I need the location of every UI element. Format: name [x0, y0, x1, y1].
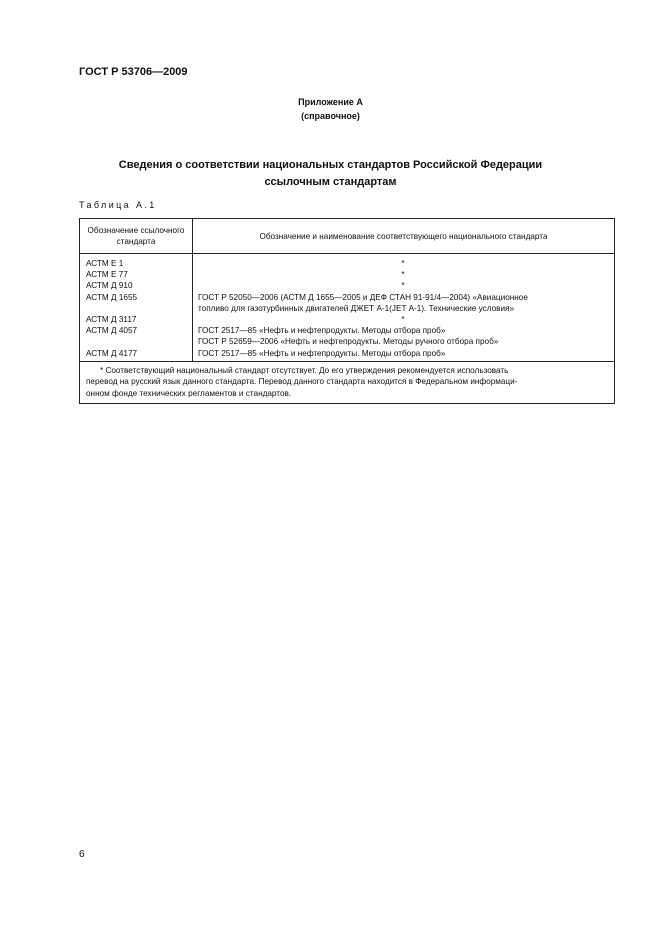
annex-title: Приложение А	[298, 97, 363, 107]
no-equivalent-marker: *	[401, 259, 405, 268]
table-cell-text: АСТМ Д 3117	[86, 314, 137, 324]
annex-heading	[0, 95, 661, 123]
table-cell-text	[86, 336, 187, 347]
table-cell-text: ГОСТ Р 52050—2006 (АСТМ Д 1655—2005 и ДЕФ СТАН 91-91/4—2004) «Авиационное	[198, 292, 528, 302]
footnote-line: * Соответствующий национальный стандарт отсутствует. До его утверждения рекомендуется использовать	[100, 365, 509, 375]
correspondence-table	[79, 218, 615, 404]
table-footnote-row	[80, 361, 615, 403]
no-equivalent-marker: *	[401, 314, 405, 324]
national-standards-cell	[193, 254, 615, 362]
table-body-row	[80, 254, 615, 362]
section-title-line: ссылочным стандартам	[264, 176, 397, 188]
footnote-line: перевод на русский язык данного стандарта. Перевод данного стандарта находится в Федеральном информаци-	[86, 377, 518, 387]
table-footnote	[80, 361, 615, 403]
table-cell-text: ГОСТ 2517—85 «Нефть и нефтепродукты. Методы отбора проб»	[198, 348, 446, 358]
table-cell-text: АСТМ Д 4177	[86, 348, 138, 358]
table-cell-text	[86, 303, 187, 314]
table-cell-text: ГОСТ Р 52659—2006 «Нефть и нефтепродукты. Методы ручного отбора проб»	[198, 337, 499, 347]
table-cell-text: АСТМ Е 77	[86, 270, 128, 280]
section-title-line: Сведения о соответствии национальных стандартов Российской Федерации	[118, 159, 543, 171]
annex-subtitle: (справочное)	[301, 111, 360, 121]
section-title	[100, 157, 561, 191]
table-cell-text: ГОСТ 2517—85 «Нефть и нефтепродукты. Методы отбора проб»	[198, 326, 446, 336]
table-cell-text: АСТМ Д 910	[86, 281, 133, 291]
document-id: ГОСТ Р 53706—2009	[79, 66, 188, 78]
column-header-national-standard: Обозначение и наименование соответствующего национального стандарта	[193, 219, 615, 254]
no-equivalent-marker: *	[401, 270, 405, 280]
table-caption: Таблица А.1	[79, 200, 157, 210]
table-cell-text: АСТМ Д 1655	[86, 292, 138, 302]
column-header-reference-standard: Обозначение ссылочного стандарта	[80, 219, 193, 254]
reference-standards-cell	[80, 254, 193, 362]
no-equivalent-marker: *	[401, 281, 405, 291]
table-header-row	[80, 219, 615, 254]
footnote-line: онном фонде технических регламентов и стандартов.	[86, 388, 292, 398]
table-cell-text: АСТМ Е 1	[86, 259, 124, 268]
page-number: 6	[79, 849, 85, 860]
table-cell-text: топливо для газотурбинных двигателей ДЖЕТ А-1(JET А-1). Технические условия»	[198, 303, 515, 313]
table-cell-text: АСТМ Д 4057	[86, 326, 138, 336]
